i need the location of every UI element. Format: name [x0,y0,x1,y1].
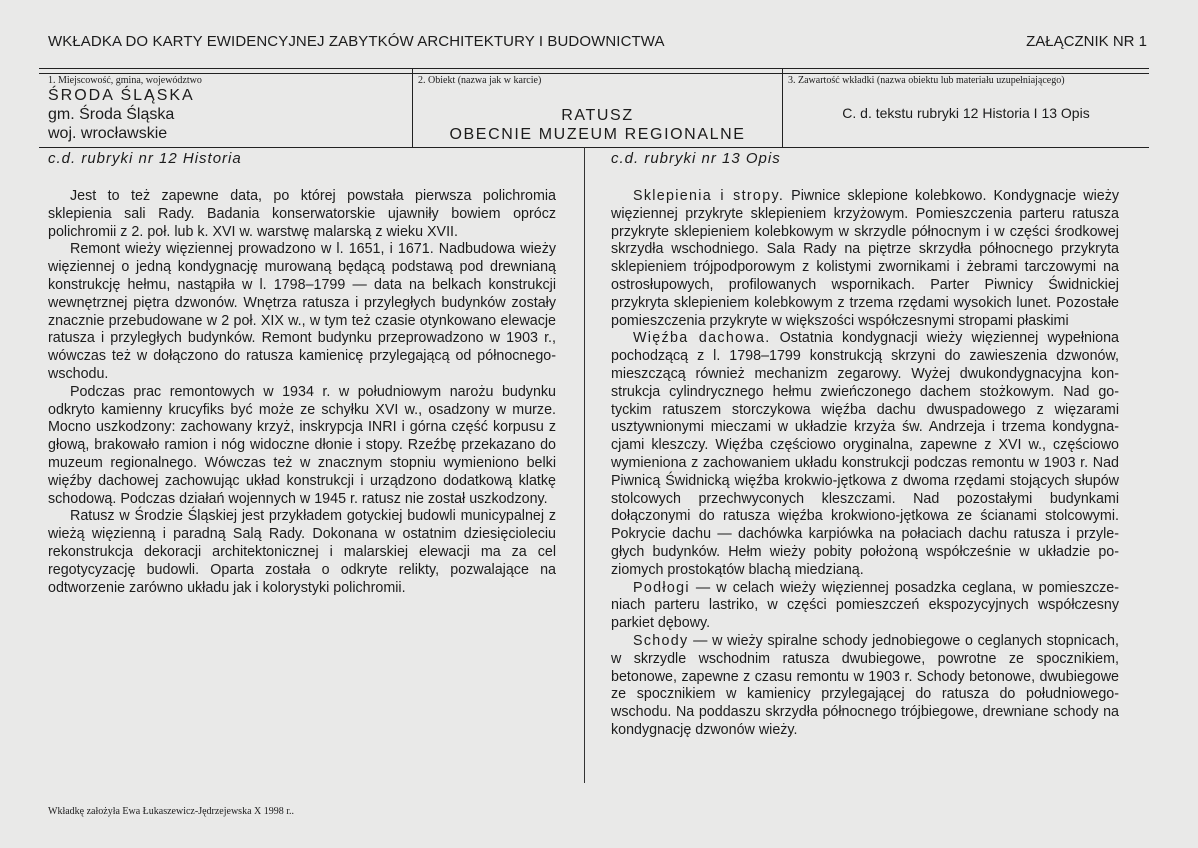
object-name-line1: RATUSZ [561,107,634,124]
section-text: — w celach wieży więziennej posadzka ceglana, w pomieszczeniach parteru lastriko, w części pomieszczeń ekspozycyjnych współczesny parkiet dębowy. [611,579,1119,632]
voivodeship-name: woj. wrocławskie [48,125,168,142]
section-title: Schody [633,632,689,649]
table-rule [39,73,1149,74]
description-paragraph [611,633,1119,740]
location-value [48,86,195,143]
contents-label: 3. Zawartość wkładki (nazwa obiektu lub materiału uzupełniającego) [788,75,1065,86]
contents-value: C. d. tekstu rubryki 12 Historia I 13 Opis [842,105,1090,121]
document-title: WKŁADKA DO KARTY EWIDENCYJNEJ ZABYTKÓW ARCHITEKTURY I BUDOWNICTWA [48,33,665,50]
location-label: 1. Miejscowość, gmina, województwo [48,75,202,86]
town-name: ŚRODA ŚLĄSKA [48,87,195,104]
author-note: Wkładkę założyła Ewa Łukaszewicz-Jędrzejewska X 1998 r.. [48,806,295,817]
description-paragraph [611,580,1119,633]
history-text [48,188,556,597]
description-paragraph [611,188,1119,330]
annex-number: ZAŁĄCZNIK NR 1 [1026,33,1147,50]
commune-name: gm. Środa Śląska [48,106,175,123]
description-heading: c.d. rubryki nr 13 Opis [611,150,781,167]
column-divider [584,147,585,783]
history-paragraph: Jest to też zapewne data, po której powstała pierwsza polichromia sklepienia sali Rady. Badania konserwatorskie ujawniły bowiem oprócz polichromii z 2. poł. lub k. XVI w. warstwę malarską z wieku XVII. [48,188,556,240]
history-paragraph: Ratusz w Środzie Śląskiej jest przykładem gotyckiej budowli municypalnej z wieżą więzienną i paradną Salą Rady. Dokonana w ostatnim dziesięcioleciu rekonstrukcja dekoracji architektonicznej i malarskiej elewacji ma za cel regotycyzację budowli. Oparta została o odkryte relikty, pozwalające na odtworzenie zarówno układu jak i kolorystyki polichromii. [48,508,556,596]
section-text: Ostatnia kondygnacji wieży więziennej wypełniona pochodzącą z l. 1798–1799 konstrukcją skrzyni do zawieszenia dzwonów, mieszczącą również mechanizm zegarowy. Wyżej dwukondygnacyjna konstrukcja cylindrycznego hełmu zwieńczonego dachem stożkowym. Nad gotyckim ratuszem storczykowa więźba dachu dwuspadowego z więzarami usztywnionymi mieczami w układzie krzyża św. Andrzeja i trzema kondygnacjami kleszczy. Więźba częściowo oryginalna, zapewne z XVI w., częściowo wymieniona z zachowaniem układu konstrukcji podczas remontu w 1903 r. Nad Piwnicą Świdnicką więźba krokwio-jętkowa z dwoma rzędami stojących słupów stolcowych przechwyconych kleszczami. Nad pozostałymi budynkami dołączonymi do ratusza więźba krokwiono-jętkowa ze ścianami stolcowymi. Pokrycie dachu — dachówka karpiówka na połaciach dachu ratusza i przyległych budynków. Hełm wieży pobity położoną współcześnie w układzie poziomych prostokątów blachą miedzianą. [611,330,1119,578]
section-title: Więźba dachowa. [633,330,771,347]
history-paragraph: Podczas prac remontowych w 1934 r. w południowym narożu budynku odkryto kamienny krucyfiks być może ze schyłku XVI w., osadzony w murze. Mocno uszkodzony: zachowany krzyż, inskrypcja INRI i górna część korpusu z głową, brakowało ramion i nóg widoczne dłonie i stopy. Rzeźbę przekazano do muzeum regionalnego. Wówczas też w znacznym stopniu wymieniono belki więźby dachowej zachowując układ konstrukcji i urządzono dodatkową klatkę schodową. Podczas działań wojennych w 1945 r. ratusz nie został uszkodzony. [48,383,556,507]
description-text [611,188,1119,740]
section-title: Podłogi [633,579,690,596]
section-text: — w wieży spiralne schody jednobiegowe o ceglanych stopnicach, w skrzydle wschodnim ratusza dwubiegowe, powrotne ze spocznikiem, betonowe, zapewne z czasu remontu w 1903 r. Schody betonowe, dwubiegowe ze spocznikiem w kamienicy przylegającej do ratusza do południowego-wschodu. Na poddaszu skrzydła północnego trójbiegowe, drewniane schody na kondygnację dzwonów wieży. [611,632,1119,738]
section-title: Sklepienia i stropy. [633,188,785,204]
object-value [413,106,782,144]
description-paragraph [611,330,1119,579]
object-name-line2: OBECNIE MUZEUM REGIONALNE [449,126,746,143]
history-paragraph: Remont wieży więziennej prowadzono w l. 1651, i 1671. Nadbudowa wieży więziennej o jedną kondygnację murowaną będącą podstawą pod drewnianą konstrukcję hełmu, nastąpiła w l. 1798–1799 — data na belkach konstrukcji wewnętrznej piętra dzwonów. Wnętrza ratusza i przyległych budynków zostały znacznie przebudowane w 2 poł. XIX w., w tym też czasie otynkowano elewacje ratusza i przyległych budynków. Remont budynku przeprowadzono w 1903 r., wówczas też w dołączono do ratusza kamienicę przylegającą od północnego-wschodu. [48,241,556,382]
table-rule [39,68,1149,69]
object-label: 2. Obiekt (nazwa jak w karcie) [418,75,542,86]
table-rule [39,147,1149,148]
section-text: Piwnice sklepione kolebkowo. Kondygnacje wieży więziennej przykryte sklepieniem krzyżowym. Pomieszczenia parteru ratusza przykryte sklepieniem kolebkowym w skrzydle północnym i w części środkowej skrzydła wschodniego. Sala Rady na piętrze skrzydła północnego przykryta sklepieniem trójpodporowym z kolistymi zwornikami i żebrami tarczowymi na ostrosłupowych, profilowanych wspornikach. Parter Piwnicy Świdnickiej przykryta sklepieniem kolebkowym z trzema rzędami wysokich lunet. Pozostałe pomieszczenia przykryte w większości współczesnymi stropami płaskimi [611,188,1119,329]
history-heading: c.d. rubryki nr 12 Historia [48,150,242,167]
